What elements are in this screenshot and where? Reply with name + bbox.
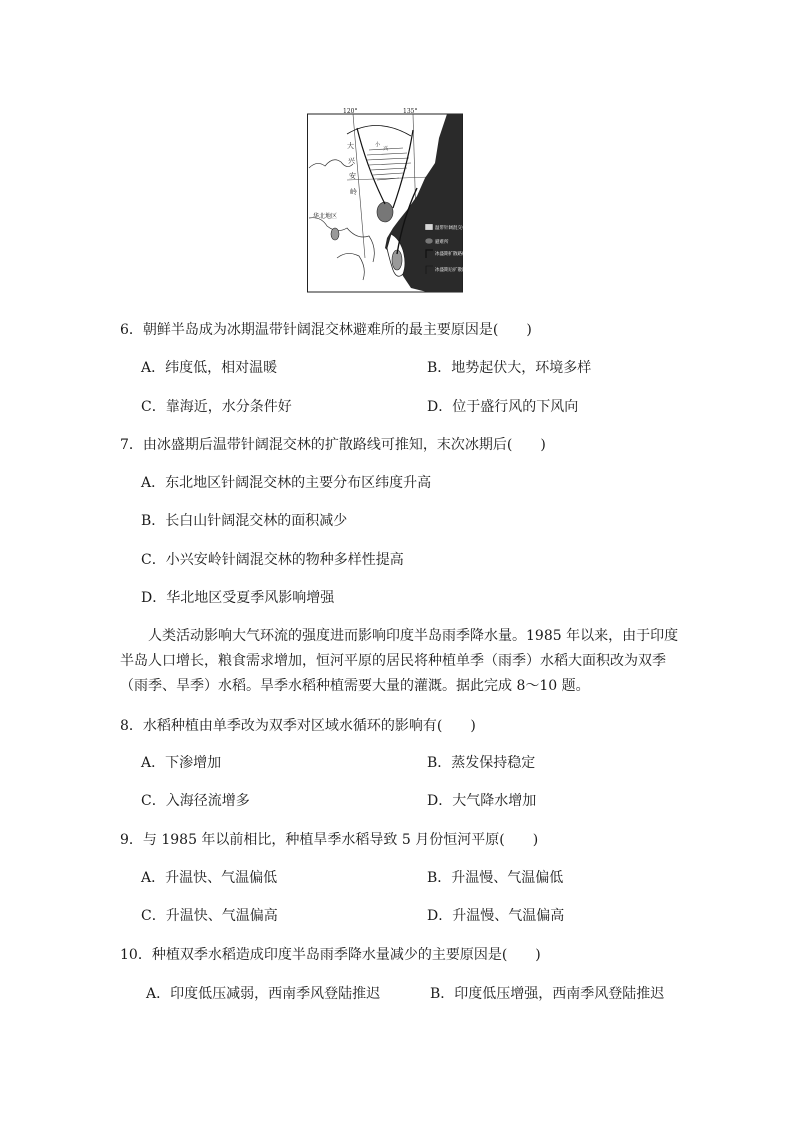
q6-option-a: A．纬度低，相对温暖 <box>141 360 278 376</box>
question-10-stem: 10．种植双季水稻造成印度半岛雨季降水量减少的主要原因是( ) <box>120 947 541 963</box>
map-char-2: 兴 <box>348 157 355 165</box>
region-label: 华北地区 <box>313 213 338 220</box>
q9-option-b: B．升温慢、气温偏低 <box>427 870 564 886</box>
lon-label-135: 135° <box>403 108 418 115</box>
q7-option-a: A．东北地区针阔混交林的主要分布区纬度升高 <box>141 475 432 491</box>
q10-option-a: A．印度低压减弱，西南季风登陆推迟 <box>146 986 381 1002</box>
question-9-stem: 9．与 1985 年以前相比，种植旱季水稻导致 5 月份恒河平原( ) <box>120 832 539 848</box>
legend-1: 温带针阔混交林 <box>435 226 467 231</box>
q7-option-b: B．长白山针阔混交林的面积减少 <box>141 513 348 529</box>
q6-option-d: D．位于盛行风的下风向 <box>427 399 579 415</box>
q7-option-c: C．小兴安岭针阔混交林的物种多样性提高 <box>141 552 404 568</box>
q6-option-b: B．地势起伏大，环境多样 <box>427 360 592 376</box>
map-char-5: 小 <box>375 142 381 148</box>
question-7-stem: 7．由冰盛期后温带针阔混交林的扩散路线可推知，末次冰期后( ) <box>120 437 546 453</box>
map-char-6: 兴 <box>383 146 389 152</box>
q9-option-d: D．升温慢、气温偏高 <box>427 908 565 924</box>
reading-passage: 人类活动影响大气环流的强度进而影响印度半岛雨季降水量。1985 年以来，由于印度半岛人口增长，粮食需求增加，恒河平原的居民将种植单季（雨季）水稻大面积改为双季（雨季、旱季）水稻。旱季水稻种植需要大量的灌溉。据此完成 8～10 题。 <box>120 628 679 694</box>
legend-2: 避难所 <box>435 240 449 245</box>
map-char-4: 岭 <box>350 188 357 196</box>
legend-4: 冰盛期后扩散路线 <box>435 268 471 273</box>
map-char-3: 安 <box>349 172 356 180</box>
q6-option-c: C．靠海近，水分条件好 <box>141 399 292 415</box>
legend-3: 冰盛期扩散路线 <box>435 252 467 257</box>
question-8-stem: 8．水稻种植由单季改为双季对区域水循环的影响有( ) <box>120 718 476 734</box>
vegetation-map <box>307 108 471 293</box>
q9-option-a: A．升温快、气温偏低 <box>141 870 278 886</box>
map-char-1: 大 <box>347 142 354 150</box>
q8-option-c: C．入海径流增多 <box>141 793 250 809</box>
q7-option-d: D．华北地区受夏季风影响增强 <box>141 590 335 606</box>
q8-option-d: D．大气降水增加 <box>427 793 537 809</box>
question-6-stem: 6．朝鲜半岛成为冰期温带针阔混交林避难所的最主要原因是( ) <box>120 322 532 338</box>
q9-option-c: C．升温快、气温偏高 <box>141 908 278 924</box>
q8-option-a: A．下渗增加 <box>141 755 222 771</box>
q8-option-b: B．蒸发保持稳定 <box>427 755 536 771</box>
q10-option-b: B．印度低压增强，西南季风登陆推迟 <box>430 986 665 1002</box>
lon-label-120: 120° <box>343 108 358 115</box>
